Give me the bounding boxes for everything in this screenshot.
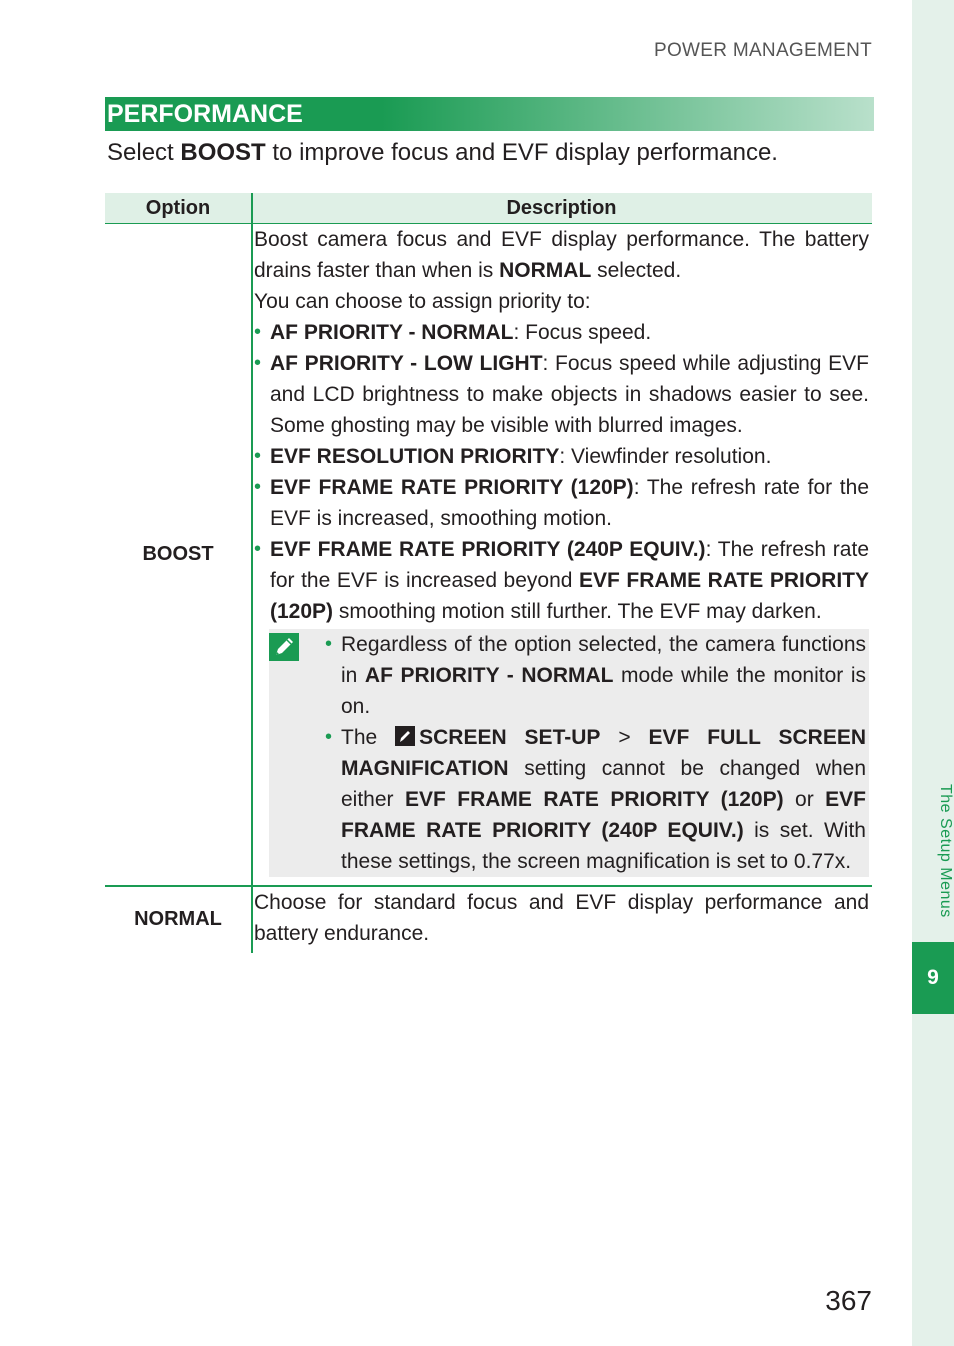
column-divider	[251, 224, 253, 885]
page-number: 367	[825, 1285, 872, 1316]
note-pencil-icon	[269, 633, 299, 661]
table-header	[105, 193, 872, 224]
description-normal: Choose for standard focus and EVF display performance and battery endurance.	[254, 890, 869, 945]
chapter-side-tab	[912, 0, 954, 1346]
options-table	[105, 193, 872, 953]
list-item: • AF PRIORITY - LOW LIGHT: Focus speed while adjusting EVF and LCD brightness to make objects in shadows easier to see. Some ghosting may be visible with blurred images.	[254, 348, 869, 441]
option-normal: NORMAL	[134, 908, 222, 930]
note-box	[269, 629, 869, 877]
note-list	[325, 629, 866, 877]
intro-text: Select BOOST to improve focus and EVF display performance.	[107, 139, 778, 166]
note-item: • Regardless of the option selected, the camera functions in AF PRIORITY - NORMAL mode while the monitor is on.	[325, 629, 866, 722]
boost-para-2: You can choose to assign priority to:	[254, 290, 591, 313]
column-divider	[251, 887, 253, 953]
running-head: POWER MANAGEMENT	[653, 40, 872, 61]
table-row-boost	[105, 224, 872, 885]
chapter-number: 9	[912, 942, 954, 1014]
priority-list	[254, 317, 869, 627]
header-option: Option	[145, 197, 211, 219]
list-item: • AF PRIORITY - NORMAL: Focus speed.	[254, 317, 869, 348]
description-boost	[251, 224, 872, 885]
column-divider	[251, 193, 253, 223]
list-item: • EVF FRAME RATE PRIORITY (240P EQUIV.): The refresh rate for the EVF is increased beyond EVF FRAME RATE PRIORITY (120P) smoothing motion still further. The EVF may darken.	[254, 534, 869, 627]
header-description: Description	[506, 197, 617, 219]
note-item: • The SCREEN SET-UP > EVF FULL SCREEN MAGNIFICATION setting cannot be changed when either EVF FRAME RATE PRIORITY (120P) or EVF FRAME RATE PRIORITY (240P EQUIV.) is set. With these settings, the screen magnification is set to 0.77x.	[325, 722, 866, 877]
list-item: • EVF RESOLUTION PRIORITY: Viewfinder resolution.	[254, 441, 869, 472]
screen-setup-icon	[395, 726, 415, 746]
table-row-normal	[105, 887, 872, 953]
section-title: PERFORMANCE	[105, 97, 874, 131]
option-boost: BOOST	[142, 543, 214, 565]
list-item: • EVF FRAME RATE PRIORITY (120P): The refresh rate for the EVF is increased, smoothing motion.	[254, 472, 869, 534]
boost-para-1: Boost camera focus and EVF display performance. The battery drains faster than when is NORMAL selected.	[254, 228, 869, 282]
chapter-side-label: The Setup Menus	[937, 784, 954, 918]
